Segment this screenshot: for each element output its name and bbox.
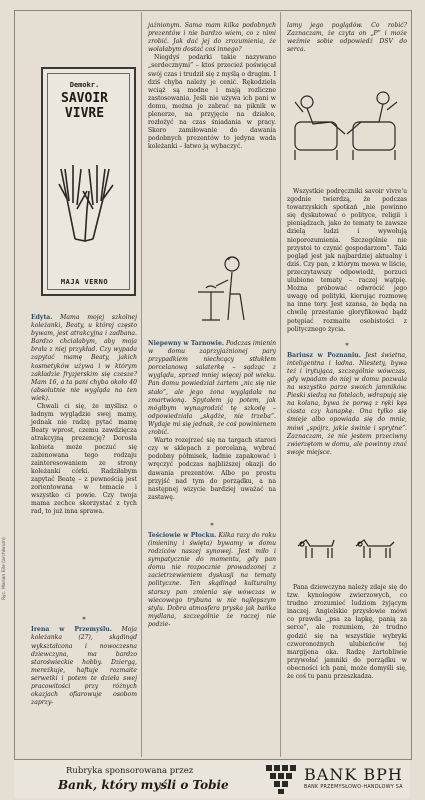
diner-illustration <box>188 250 258 325</box>
column-rule-1 <box>141 12 142 757</box>
column-3-text-middle <box>287 188 407 457</box>
column-2-text-bottom <box>148 340 276 629</box>
column-3-text-bottom <box>287 584 407 681</box>
answer-text: Wszystkie podręczniki savoir vivre'u zgodnie twierdzą, że podczas towarzyskich spotkań „nie powinno się dyskutować o polityce, religii i pieniądzach, jako że tematy te zawsze dzielą ludzi i wywołują nieporozumienia. Szczególnie nie przystoi to czynić gospodarzom”. Taki pogląd jest jak najbardziej aktualny i dziś. Czy pan, z którym mowa w liście, przeczytawszy odpowiedź, porzuci ulubione tematy – raczej wątpię. Można próbować odwrócić jego uwagę od polityki, kierując rozmowę na inne tory. Jest szansa, że będą na chwilę przestanie gloryfikować bądź potępiać rozmaite osobistości z politycznego życia. <box>287 188 407 333</box>
column-2-text-top <box>148 22 276 152</box>
letter-text: lamy jego poglądów. Co robić? Zaznaczam, że czyta on „P” i może weźmie sobie odpowiedź DSV do serca. <box>287 22 407 54</box>
logo-line-3: VIVRE <box>64 106 105 121</box>
bank-logo-icon <box>264 763 300 795</box>
letter-text: Jest świetna, inteligentna i ładna. Niestety, bywa też i irytująca, szczególnie wówczas, gdy wpadam do niej w domu pozwala na wszystko parze swoich jamników. Pieski siedzą na fotelach, wdrapują się na kolana, bywa że porwą z ręki kęs ciasta czy kanapkę. Ona tylko się śmieje albo opowiada się do mnie, mówi „spójrz, jakie świnie i sprytne”. Zaznaczam, że nie jestem przeciwny zwierzętom w domu, ale powinny znać swoje miejsce. <box>287 351 407 456</box>
letter-author: Teściowie w Płocku. <box>148 531 217 539</box>
logo-title <box>43 91 126 121</box>
letter-text: jaźnionym. Sama mam kilka podobnych prezentów i nie bardzo wiem, co z nimi zrobić. Jak dać jej do zrozumienia, że wolałabym dostać coś innego? <box>148 22 276 54</box>
column-3-text-top <box>287 22 407 54</box>
letter-author: Niepewny w Tarnowie. <box>148 340 224 347</box>
separator-star: * <box>345 341 349 350</box>
column-logo <box>41 67 136 296</box>
answer-text: Pana dziewczyna należy zdaje się do tzw. kynologów zwierzowych, co trudno zrozumieć ludziom żyjącym inaczej. Angielskie przysłowie mówi co prawda „psa za łapkę, panią za serce”, ale rozumiem, że trudno godzić się na wszystkie wybryki czworonożnych ulubieńców tej margijena oka. Radzę żartobliwie przywołać jamniki do porządku w obecności ich pani, może domyśli się, że coś tu panu przeszkadza. <box>287 584 407 681</box>
letter-bariusz <box>287 352 407 457</box>
letter-author: Edyta. <box>31 314 53 321</box>
answer-text: Niegdyś podarki takie nazywano „serdecznymi” – ktoś przecież poświęcał swój czas i trudził się z myślą o drugim. I dziś chyba należy je cenić. Rękodzieła wciąż są modne i mają rozliczne zastosowania. Jeśli nie używa ich pani w domu, można je zabrać na piknik w plenerze, na przyjęcie na działce, rozłożyć na czas śniadania w pracy. Skoro zamiłowanie do dawania podobnych prezentów to jedyna wada koleżanki – łatwo ją wybaczyć. <box>148 54 276 151</box>
letter-author: Bariusz w Poznaniu. <box>287 351 361 359</box>
letter-tesciowie <box>148 532 276 629</box>
column-rule-2 <box>280 12 281 757</box>
bank-full-name: BANK PRZEMYSŁOWO-HANDLOWY SA <box>304 785 403 790</box>
separator-star: * <box>82 616 86 625</box>
letter-niepewny <box>148 340 276 437</box>
answer-text: Warto rozejrzeć się na targach staroci czy w sklepach z porcelaną, wybrać podobny półmisek, ładnie zapakować i wręczyć podczas najbliższej okazji do dawania prezentów. Albo po prostu przyjść nad tym do porządku, a na następnej wizycie bardziej uważać na zastawę. <box>148 437 276 501</box>
sponsor-banner <box>14 759 410 798</box>
letter-author: Irena w Przemyślu. <box>31 626 112 634</box>
illustration-credit: Ryc. Marian Eile (archiwum) <box>2 537 7 600</box>
letter-edyta <box>31 314 137 403</box>
dogs-illustration <box>292 532 402 567</box>
armchairs-illustration <box>287 72 407 167</box>
letter-irena <box>31 626 137 707</box>
letter-text: Podczas imienin w domu zaprzyjaźnionej pary przypadkiem niechcący stłukłem porcelanową salaterkę – sądząc z wyglądu, sprzed mniej więcej pół wieku. Pan domu powiedział żartem „nic się nie stało”, ale jego żona wyglądała na zmartwioną. Spytałem ją potem, jak mógłbym wynagrodzić tę szkodę – odpowiedziała „skądże, nie trzeba”. Wydaje mi się jednak, że coś powinienem zrobić. <box>148 340 276 437</box>
logo-line-1: Demokr. <box>69 81 100 89</box>
sponsor-line: Rubryka sponsorowana przez <box>66 766 194 776</box>
letter-text: Mama mojej szkolnej koleżanki, Beaty, u której często bywam, jest atrakcyjna i zadbana. Bardzo chciałabym, aby moja brała z niej przykład. Czy wypada zapytać mamę Beaty, jakich kosmetyków używa i w którym zakładzie fryzjerskim się czesze? Mam 16, a ta pani chyba około 40 (absolutnie nie wygląda na ten wiek). <box>31 314 137 402</box>
letter-text: Kilka razy do roku (imieniny i święta) bywamy w domu rodziców naszej synowej. Jest miło i sympatycznie do momentu, gdy pan domu nie rozpocznie prowadzonej z zacietrzewieniem dyskusji na tematy polityczne. Ten skądinąd kulturalny starszy pan zmienia się wówczas w wiecowego trybuna w nie najlepszym stylu. Dobra atmosfera pryska jak bańka mydlana, szczególnie że raczej nie podzie- <box>148 531 276 628</box>
gloves-illustration <box>47 129 130 249</box>
bank-name: BANK BPH <box>304 765 403 784</box>
answer-text: Chwali ci się, że myślisz o ładnym wyglądzie swej mamy, jednak nie radzę pytać mamę Beaty wprost, czemu zawdzięcza atrakcyjną prezencję? Dorosła kobieta może poczuć się zażenowana tego rodzaju zainteresowaniem ze strony koleżanki córki. Radziłabym zapytać Beatę – z pewnością jest zorientowana w temacie i wszystko ci powie. Czy twoja mama zechce skorzystać z tych rad, to już inna sprawa. <box>31 403 137 516</box>
letter-text: Moja koleżanka (27), skądinąd wykształcona i nowoczesna dziewczyna, ma bardzo staroświeckie hobby. Dziergą, mereżkuje, haftuje rozmaite serwetki i potem te dzieła swej pracowitości przy różnych okazjach ofiarowuje osobom zaprzy- <box>31 626 137 707</box>
column-1-text <box>31 314 137 707</box>
logo-author: MAJA VERNO <box>60 278 109 286</box>
logo-line-2: SAVOIR <box>61 91 108 106</box>
sponsor-slogan: Bank, który myśli o Tobie <box>58 778 229 792</box>
separator-star: * <box>210 521 214 530</box>
